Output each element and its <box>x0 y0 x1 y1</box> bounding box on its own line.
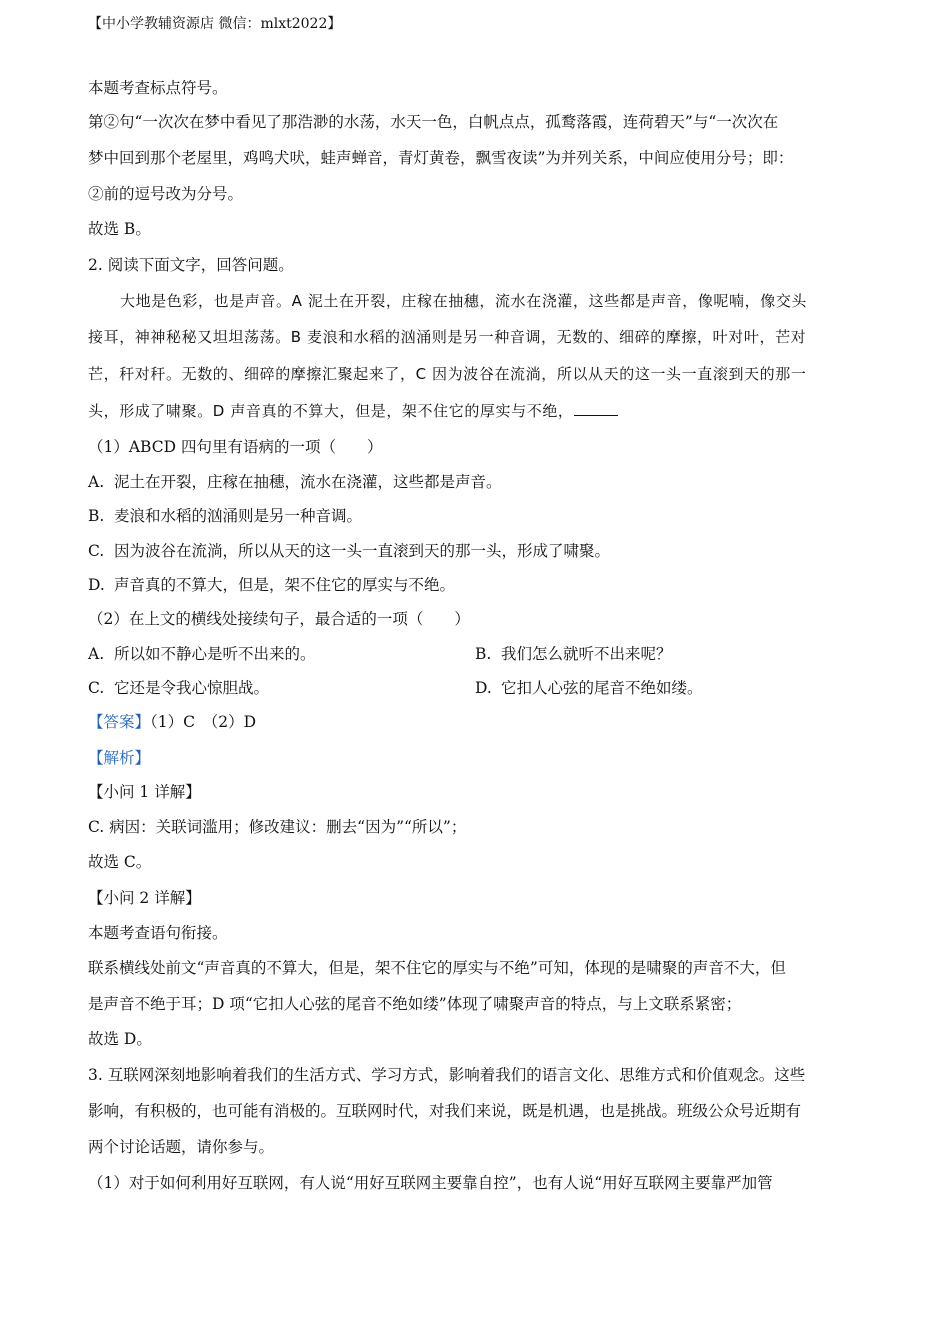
q3-subquestion: （1）对于如何利用好互联网，有人说“用好互联网主要靠自控”，也有人说“用好互联网主要靠严加管 <box>88 1174 773 1192</box>
option-b: B. 麦浪和水稻的汹涌则是另一种音调。 <box>88 507 363 525</box>
option-c: C. 因为波谷在流淌，所以从天的这一头一直滚到天的那一头，形成了啸聚。 <box>88 542 611 560</box>
option-b: B. 我们怎么就听不出来呢？ <box>475 645 672 663</box>
passage-line: 芒，秆对秆。无数的、细碎的摩擦汇聚起来了，C 因为波谷在流淌，所以从天的这一头一直滚到天的那一 <box>88 365 807 383</box>
detail2-label: 【小问 2 详解】 <box>88 889 201 907</box>
answer-line <box>88 712 256 732</box>
detail1-label: 【小问 1 详解】 <box>88 783 201 801</box>
q1-analysis-line: ②前的逗号改为分号。 <box>88 185 244 203</box>
q3-line: 两个讨论话题，请你参与。 <box>88 1138 275 1156</box>
detail2-conclusion: 故选 D。 <box>88 1030 152 1048</box>
option-c: C. 它还是令我心惊胆战。 <box>88 679 270 697</box>
detail1-line: C. 病因：关联词滥用；修改建议：删去“因为”“所以”； <box>88 818 467 836</box>
answer-text: （1）C （2）D <box>150 713 257 731</box>
passage-line-with-blank <box>88 401 618 421</box>
option-d: D. 声音真的不算大，但是，架不住它的厚实与不绝。 <box>88 576 456 594</box>
detail2-line: 联系横线处前文“声音真的不算大，但是，架不住它的厚实与不绝”可知，体现的是啸聚的声音不大，但 <box>88 959 786 977</box>
q1-analysis-line: 梦中回到那个老屋里，鸡鸣犬吠，蛙声蝉音，青灯黄卷，飘雪夜读”为并列关系，中间应使用分号；即： <box>88 149 794 167</box>
sub2-stem: （2）在上文的横线处接续句子，最合适的一项（ ） <box>88 610 470 628</box>
passage-line: 头，形成了啸聚。D 声音真的不算大，但是，架不住它的厚实与不绝， <box>88 402 574 420</box>
option-a: A. 泥土在开裂，庄稼在抽穗，流水在浇灌，这些都是声音。 <box>88 473 502 491</box>
answer-label: 【答案】 <box>88 713 151 731</box>
q2-title: 2. 阅读下面文字，回答问题。 <box>88 256 294 274</box>
q1-analysis-line: 第②句“一次次在梦中看见了那浩渺的水荡，水天一色，白帆点点，孤鹜落霞，连荷碧天”与“一次次在 <box>88 113 779 131</box>
option-d: D. 它扣人心弦的尾音不绝如缕。 <box>475 679 703 697</box>
answer-blank <box>574 401 618 416</box>
passage-line: 大地是色彩，也是声音。A 泥土在开裂，庄稼在抽穗，流水在浇灌，这些都是声音，像呢喃，像交头 <box>120 292 808 310</box>
detail2-line: 本题考查语句衔接。 <box>88 924 228 942</box>
q1-conclusion: 故选 B。 <box>88 220 151 238</box>
q3-line: 影响，有积极的，也可能有消极的。互联网时代，对我们来说，既是机遇，也是挑战。班级公众号近期有 <box>88 1102 802 1120</box>
detail2-line: 是声音不绝于耳；D 项“它扣人心弦的尾音不绝如缕”体现了啸聚声音的特点，与上文联系紧密； <box>88 995 742 1013</box>
sub1-stem: （1）ABCD 四句里有语病的一项（ ） <box>88 438 383 456</box>
option-a: A. 所以如不静心是听不出来的。 <box>88 645 316 663</box>
q3-line: 3. 互联网深刻地影响着我们的生活方式、学习方式，影响着我们的语言文化、思维方式和价值观念。这些 <box>88 1066 806 1084</box>
page-header: 【中小学教辅资源店 微信：mlxt2022】 <box>88 16 342 32</box>
q1-analysis-line: 本题考查标点符号。 <box>88 79 228 97</box>
detail1-conclusion: 故选 C。 <box>88 853 152 871</box>
passage-line: 接耳，神神秘秘又坦坦荡荡。B 麦浪和水稻的汹涌则是另一种音调，无数的、细碎的摩擦，叶对叶，芒对 <box>88 328 807 346</box>
analysis-label: 【解析】 <box>88 749 151 767</box>
